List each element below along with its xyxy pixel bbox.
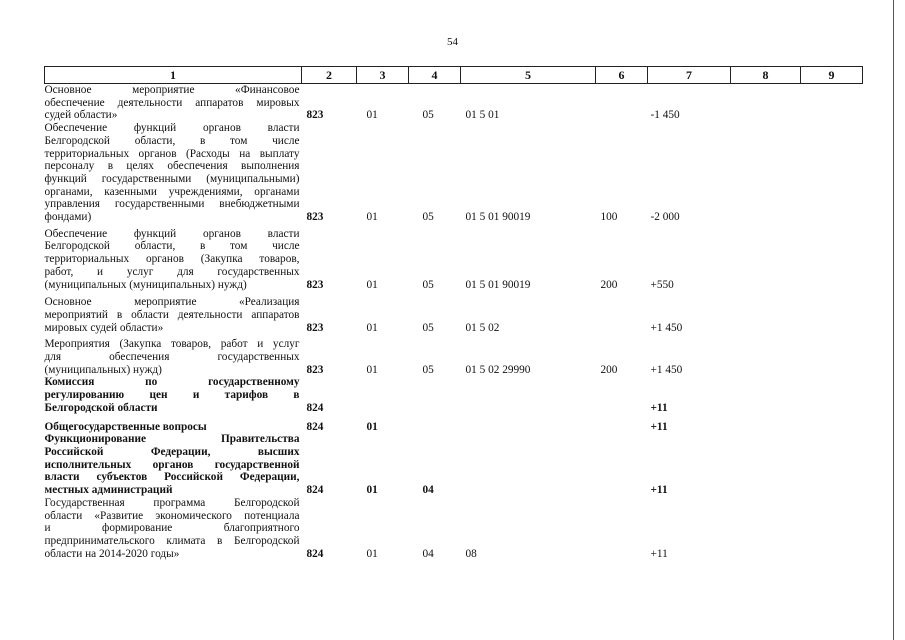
description-line: области на 2014-2020 годы» xyxy=(44,547,180,560)
column-header: 7 xyxy=(648,67,731,84)
description-line: судей области» xyxy=(44,109,118,122)
amount-cell: +11 xyxy=(650,547,668,560)
column-9-cell xyxy=(801,84,863,123)
table-row xyxy=(45,376,863,414)
expense-type-cell xyxy=(596,433,648,497)
description-line: работ, и услуг для государственных xyxy=(44,265,300,278)
ministry-code-cell: 824 xyxy=(306,547,324,560)
amount-cell: +11 xyxy=(650,420,668,433)
target-article-cell: 01 5 01 xyxy=(465,109,500,122)
target-article-cell xyxy=(461,376,596,414)
column-header: 2 xyxy=(302,67,357,84)
column-9-cell xyxy=(801,122,863,224)
amount-cell: -1 450 xyxy=(650,109,680,122)
subsection-code-cell xyxy=(409,421,461,434)
description-line: Основное мероприятие «Финансовое xyxy=(44,84,300,96)
description-line: персоналу в целях обеспечения выполнения xyxy=(44,160,300,173)
row-description xyxy=(45,376,302,414)
description-line: Государственная программа Белгородской xyxy=(44,496,300,509)
column-header: 1 xyxy=(45,67,302,84)
column-9-cell xyxy=(801,421,863,434)
description-line: органами, казенными учреждениями, органами xyxy=(44,185,300,198)
table-row xyxy=(45,433,863,497)
table-row xyxy=(45,338,863,376)
column-9-cell xyxy=(801,433,863,497)
section-code-cell xyxy=(357,376,409,414)
description-line: Мероприятия (Закупка товаров, работ и услуг xyxy=(44,338,300,351)
expense-type-cell: 200 xyxy=(600,278,618,291)
subsection-code-cell: 05 xyxy=(422,363,434,376)
section-code-cell: 01 xyxy=(366,321,378,334)
section-code-cell: 01 xyxy=(366,363,378,376)
expense-type-cell xyxy=(596,376,648,414)
description-line: Белгородской области xyxy=(44,401,158,414)
column-header: 9 xyxy=(801,67,863,84)
column-header: 5 xyxy=(461,67,596,84)
description-line: регулированию цен и тарифов в xyxy=(44,389,300,402)
column-9-cell xyxy=(801,338,863,376)
section-code-cell: 01 xyxy=(366,484,378,497)
section-code-cell: 01 xyxy=(366,547,378,560)
target-article-cell: 01 5 01 90019 xyxy=(465,211,531,224)
expense-type-cell: 200 xyxy=(600,363,618,376)
subsection-code-cell: 05 xyxy=(422,278,434,291)
description-line: мировых судей области» xyxy=(44,321,164,334)
ministry-code-cell: 823 xyxy=(306,278,324,291)
target-article-cell xyxy=(461,433,596,497)
row-description xyxy=(45,433,302,497)
amount-cell: +550 xyxy=(650,278,674,291)
table-row xyxy=(45,122,863,224)
row-description xyxy=(45,228,302,292)
section-code-cell: 01 xyxy=(366,211,378,224)
table-row xyxy=(45,84,863,123)
row-description xyxy=(45,296,302,334)
description-line: Комиссия по государственному xyxy=(44,376,300,389)
row-description xyxy=(45,497,302,561)
amount-cell: +11 xyxy=(650,484,668,497)
row-description xyxy=(45,84,302,123)
page-edge-line xyxy=(893,0,894,640)
description-line: Обеспечение функций органов власти xyxy=(44,227,300,240)
description-line: обеспечение деятельности аппаратов мировых xyxy=(44,96,300,109)
column-8-cell xyxy=(731,296,801,334)
target-article-cell xyxy=(461,421,596,434)
description-line: (муниципальных (муниципальных) нужд) xyxy=(44,278,247,291)
description-line: Белгородской области, в том числе xyxy=(44,240,300,253)
section-code-cell: 01 xyxy=(366,109,378,122)
amount-cell: +11 xyxy=(650,401,668,414)
description-line: местных администраций xyxy=(44,484,173,497)
section-code-cell: 01 xyxy=(366,278,378,291)
column-9-cell xyxy=(801,376,863,414)
subsection-code-cell: 05 xyxy=(422,321,434,334)
description-line: предпринимательского климата в Белгородской xyxy=(44,534,300,547)
description-line: области «Развитие экономического потенциала xyxy=(44,509,300,522)
column-9-cell xyxy=(801,296,863,334)
ministry-code-cell: 824 xyxy=(306,484,324,497)
amount-cell: +1 450 xyxy=(650,321,683,334)
target-article-cell: 01 5 02 xyxy=(465,321,500,334)
column-9-cell xyxy=(801,497,863,561)
description-line: Обеспечение функций органов власти xyxy=(44,122,300,135)
description-line: исполнительных органов государственной xyxy=(44,458,300,471)
expense-type-cell xyxy=(596,421,648,434)
column-8-cell xyxy=(731,433,801,497)
subsection-code-cell: 04 xyxy=(422,547,434,560)
description-line: Российской Федерации, высших xyxy=(44,445,300,458)
subsection-code-cell xyxy=(409,376,461,414)
column-header: 8 xyxy=(731,67,801,84)
column-8-cell xyxy=(731,122,801,224)
row-description xyxy=(45,421,302,434)
page-number: 54 xyxy=(447,36,458,48)
description-line: Общегосударственные вопросы xyxy=(44,420,207,433)
description-line: и формирование благоприятного xyxy=(44,522,300,535)
column-8-cell xyxy=(731,228,801,292)
description-line: территориальных органов (Закупка товаров, xyxy=(44,253,300,266)
description-line: Функционирование Правительства xyxy=(44,433,300,446)
description-line: Белгородской области, в том числе xyxy=(44,134,300,147)
column-8-cell xyxy=(731,376,801,414)
section-code-cell: 01 xyxy=(366,420,378,433)
target-article-cell: 01 5 02 29990 xyxy=(465,363,531,376)
ministry-code-cell: 823 xyxy=(306,363,324,376)
table-row xyxy=(45,497,863,561)
column-header: 3 xyxy=(357,67,409,84)
column-header: 6 xyxy=(596,67,648,84)
subsection-code-cell: 05 xyxy=(422,211,434,224)
expense-type-cell xyxy=(596,296,648,334)
amount-cell: -2 000 xyxy=(650,211,680,224)
table-row xyxy=(45,228,863,292)
expense-type-cell: 100 xyxy=(600,211,618,224)
ministry-code-cell: 823 xyxy=(306,109,324,122)
table-row xyxy=(45,296,863,334)
description-line: территориальных органов (Расходы на выплату xyxy=(44,147,300,160)
ministry-code-cell: 824 xyxy=(306,420,324,433)
table-row xyxy=(45,421,863,434)
expense-type-cell xyxy=(596,497,648,561)
header-row xyxy=(45,67,863,84)
ministry-code-cell: 824 xyxy=(306,401,324,414)
column-header: 4 xyxy=(409,67,461,84)
description-line: функций государственными (муниципальными) xyxy=(44,172,300,185)
expense-type-cell xyxy=(596,84,648,123)
description-line: власти субъектов Российской Федерации, xyxy=(44,471,300,484)
row-description xyxy=(45,338,302,376)
description-line: фондами) xyxy=(44,211,92,224)
row-description xyxy=(45,122,302,224)
column-8-cell xyxy=(731,338,801,376)
target-article-cell: 08 xyxy=(465,547,477,560)
description-line: для обеспечения государственных xyxy=(44,351,300,364)
subsection-code-cell: 05 xyxy=(422,109,434,122)
ministry-code-cell: 823 xyxy=(306,321,324,334)
subsection-code-cell: 04 xyxy=(422,484,434,497)
description-line: Основное мероприятие «Реализация xyxy=(44,296,300,309)
target-article-cell: 01 5 01 90019 xyxy=(465,278,531,291)
description-line: мероприятий в области деятельности аппаратов xyxy=(44,308,300,321)
column-8-cell xyxy=(731,421,801,434)
column-9-cell xyxy=(801,228,863,292)
column-8-cell xyxy=(731,84,801,123)
column-8-cell xyxy=(731,497,801,561)
description-line: (муниципальных) нужд) xyxy=(44,363,162,376)
ministry-code-cell: 823 xyxy=(306,211,324,224)
description-line: управления государственными внебюджетными xyxy=(44,198,300,211)
amount-cell: +1 450 xyxy=(650,363,683,376)
budget-table xyxy=(44,66,863,560)
